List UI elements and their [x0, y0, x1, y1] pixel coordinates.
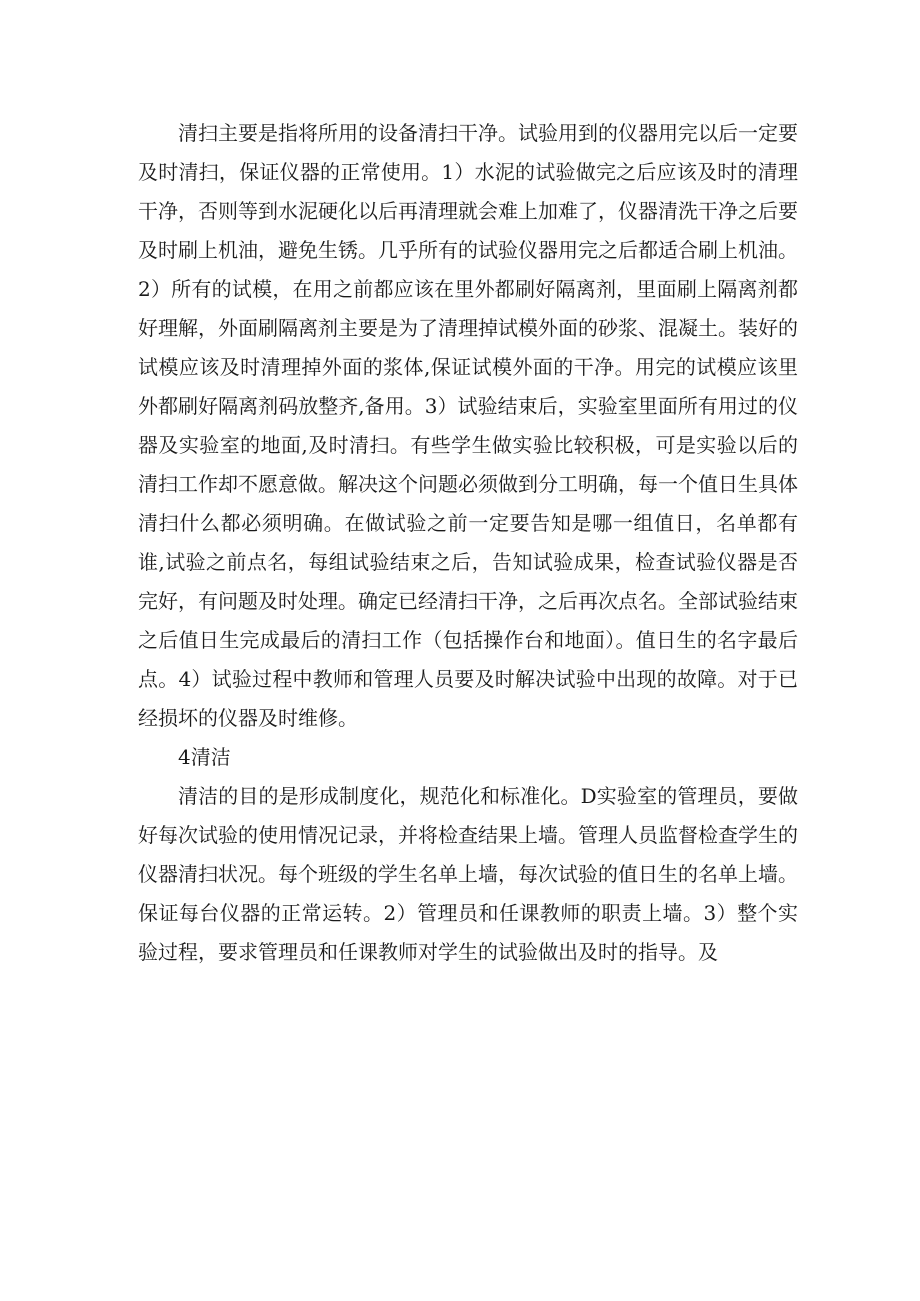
section-heading-4-cleanliness: 4清洁 — [178, 745, 231, 769]
paragraph-cleanliness: 清洁的目的是形成制度化，规范化和标准化。D实验室的管理员，要做好每次试验的使用情况记录，并将检查结果上墙。管理人员监督检查学生的仪器清扫状况。每个班级的学生名单上墙，每次试验的值日生的名单上墙。保证每台仪器的正常运转。2）管理员和任课教师的职责上墙。3）整个实验过程，要求管理员和任课教师对学生的试验做出及时的指导。及 — [138, 784, 798, 964]
paragraph-cleaning-sweep: 清扫主要是指将所用的设备清扫干净。试验用到的仪器用完以后一定要及时清扫，保证仪器的正常使用。1）水泥的试验做完之后应该及时的清理干净，否则等到水泥硬化以后再清理就会难上加难了，仪器清洗干净之后要及时刷上机油，避免生锈。几乎所有的试验仪器用完之后都适合刷上机油。2）所有的试模，在用之前都应该在里外都刷好隔离剂，里面刷上隔离剂都好理解，外面刷隔离剂主要是为了清理掉试模外面的砂浆、混凝土。装好的试模应该及时清理掉外面的浆体,保证试模外面的干净。用完的试模应该里外都刷好隔离剂码放整齐,备用。3）试验结束后，实验室里面所有用过的仪器及实验室的地面,及时清扫。有些学生做实验比较积极，可是实验以后的清扫工作却不愿意做。解决这个问题必须做到分工明确，每一个值日生具体清扫什么都必须明确。在做试验之前一定要告知是哪一组值日，名单都有谁,试验之前点名，每组试验结束之后，告知试验成果，检查试验仪器是否完好，有问题及时处理。确定已经清扫干净，之后再次点名。全部试验结束之后值日生完成最后的清扫工作（包括操作台和地面）。值日生的名字最后点。4）试验过程中教师和管理人员要及时解决试验中出现的故障。对于已经损坏的仪器及时维修。 — [138, 121, 798, 730]
document-body — [138, 114, 798, 972]
